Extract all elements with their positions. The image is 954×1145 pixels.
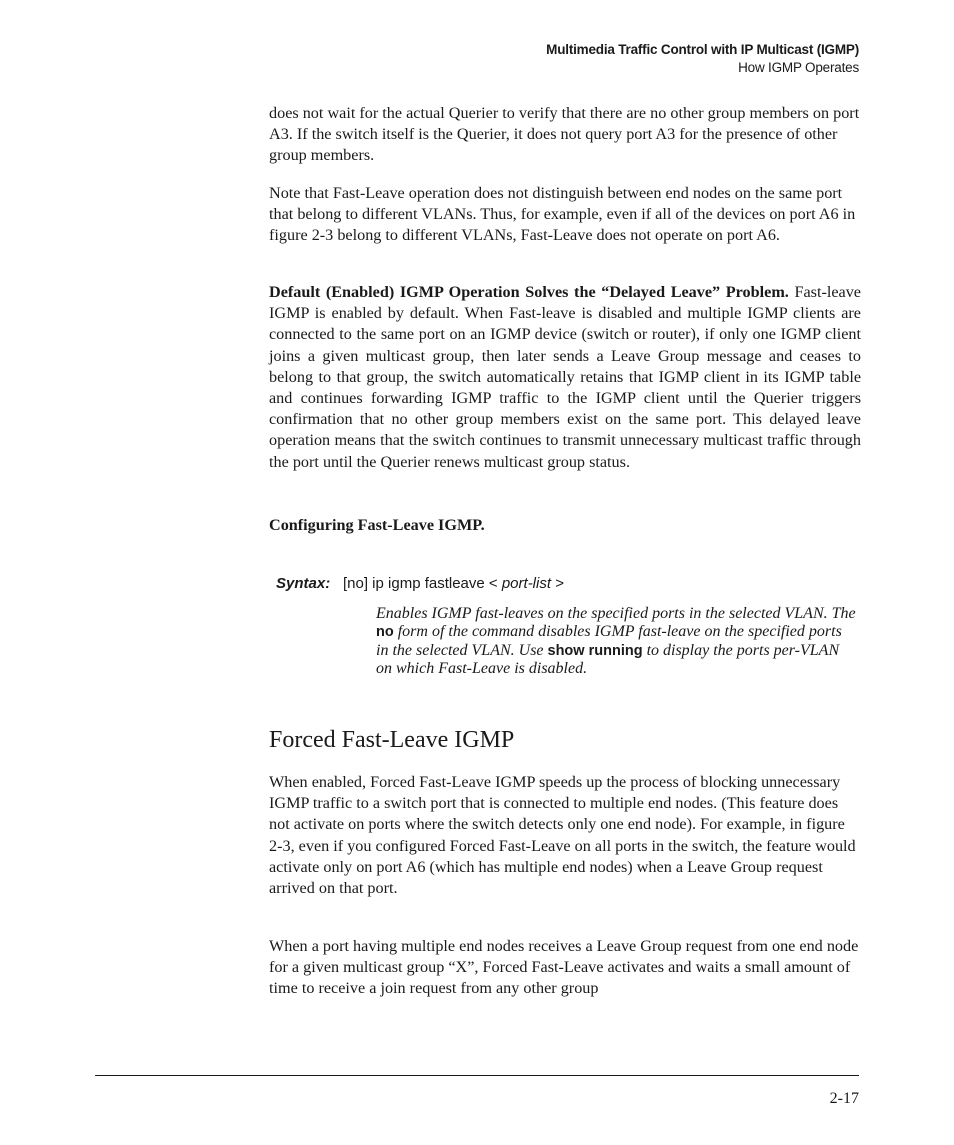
syntax-desc-show: show running xyxy=(547,642,643,659)
paragraph-3-body: Fast-leave IGMP is enabled by default. When Fast-leave is disabled and multiple IGMP clients are connected to the same port on an IGMP device (switch or router), if only one IGMP client joins a given multicast group, then later sends a Leave Group message and ceases to belong to that group, the switch automatically retains that IGMP client in its IGMP table and continues forwarding IGMP traffic to the IGMP client until the Querier triggers confirmation that no other group members exist on the same port. This delayed leave operation means that the switch continues to transmit unnecessary multicast traffic through the port until the Querier renews multicast group status. xyxy=(269,283,861,471)
paragraph-1: does not wait for the actual Querier to verify that there are no other group members on port A3. If the switch itself is the Querier, it does not query port A3 for the presence of other group members. xyxy=(269,104,860,165)
footer-rule xyxy=(95,1075,859,1076)
section-heading: Forced Fast-Leave IGMP xyxy=(269,727,515,753)
section2-paragraph-2: When a port having multiple end nodes receives a Leave Group request from one end node for a given multicast group “X”, Forced Fast-Leave activates and waits a small amount of time to receive a join request from any other group xyxy=(269,937,859,998)
syntax-desc-2: form of the command disables IGMP fast-leave on the specified ports in the selected VLAN. Use xyxy=(376,622,842,659)
paragraph-2: Note that Fast-Leave operation does not distinguish between end nodes on the same port that belong to different VLANs. Thus, for example, even if all of the devices on port A6 in figure 2-3 belong to different VLANs, Fast-Leave does not operate on port A6. xyxy=(269,184,856,245)
syntax-desc-no: no xyxy=(376,623,394,640)
config-heading xyxy=(269,515,861,536)
chapter-title: Multimedia Traffic Control with IP Multicast (IGMP) xyxy=(546,42,859,57)
syntax-cmd-prefix: [no] ip igmp fastleave < xyxy=(343,575,502,592)
syntax-cmd-suffix: > xyxy=(551,575,564,592)
config-heading-text: Configuring Fast-Leave IGMP. xyxy=(269,516,485,534)
syntax-cmd-param: port-list xyxy=(501,575,552,592)
paragraph-3-heading: Default (Enabled) IGMP Operation Solves the “Delayed Leave” Problem. xyxy=(269,283,789,301)
paragraph-3 xyxy=(269,282,861,473)
syntax-description xyxy=(376,605,856,678)
syntax-desc-3: to display the ports per-VLAN on which Fast-Leave is disabled. xyxy=(376,641,840,678)
syntax-command xyxy=(343,575,564,592)
page-number: 2-17 xyxy=(829,1090,859,1107)
running-header xyxy=(546,41,859,77)
syntax-desc-1: Enables IGMP fast-leaves on the specified ports in the selected VLAN. The xyxy=(376,605,856,622)
section-title: How IGMP Operates xyxy=(738,60,859,75)
syntax-label: Syntax: xyxy=(276,575,331,592)
section2-paragraph-1: When enabled, Forced Fast-Leave IGMP speeds up the process of blocking unnecessary IGMP traffic to a switch port that is connected to multiple end nodes. (This feature does not activate on ports where the switch detects only one end node). For example, in figure 2-3, even if you configured Forced Fast-Leave on all ports in the switch, the feature would activate only on port A6 (which has multiple end nodes) when a Leave Group request arrived on that port. xyxy=(269,773,856,898)
